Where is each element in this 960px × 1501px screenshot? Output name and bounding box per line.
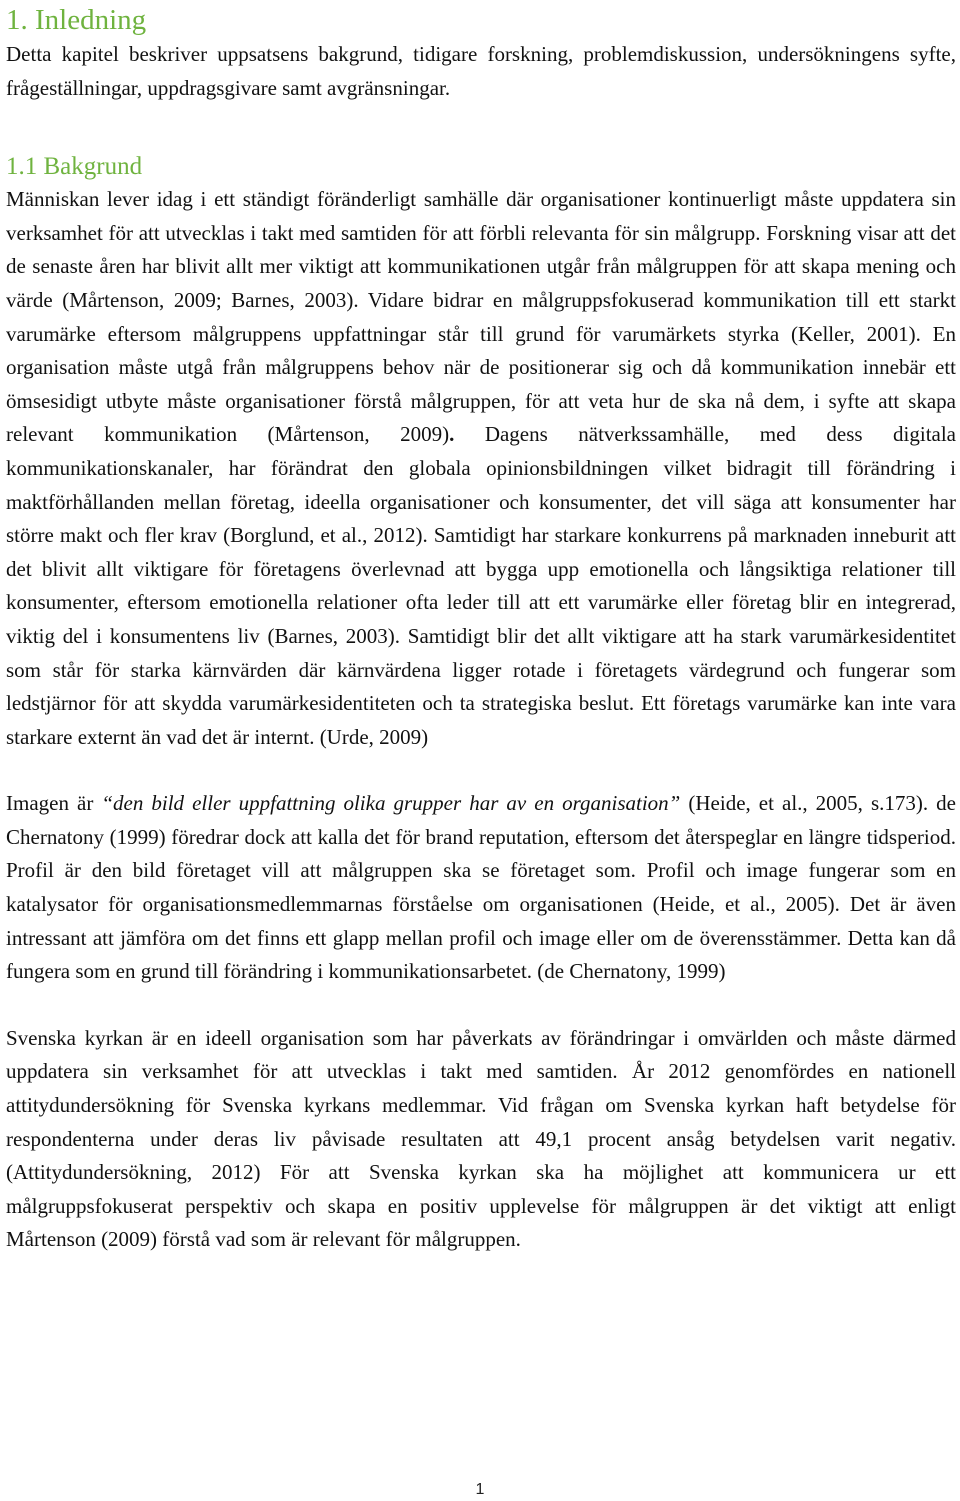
chapter-heading: 1. Inledning xyxy=(6,4,147,36)
image-definition-quote: “den bild eller uppfattning olika grupper har av en organisation” xyxy=(101,791,681,816)
spacer xyxy=(6,989,956,1022)
paragraph-2-rest: (Heide, et al., 2005, s.173). de Chernatony (1999) föredrar dock att kalla det för brand reputation, eftersom det återspeglar en längre tidsperiod. Profil är den bild företaget vill att målgruppen ska se företaget som. Profil och image fungerar som en katalysator för organisationsmedlemmarnas förståelse om organisationen (Heide, et al., 2005). Det är även intressant att jämföra om det finns ett glapp mellan profil och image eller om de överensstämmer. Detta kan då fungera som en grund till förändring i kommunikationsarbetet. (de Chernatony, 1999) xyxy=(6,791,956,984)
spacer xyxy=(6,105,956,151)
page-content xyxy=(6,0,956,1257)
paragraph-2-lead: Imagen är xyxy=(6,791,102,816)
paragraph-1-bold-period: . xyxy=(449,422,455,447)
background-paragraph-3: Svenska kyrkan är en ideell organisation som har påverkats av förändringar i omvärlden och måste därmed uppdatera sin verksamhet för att utvecklas i takt med samtiden. År 2012 genomfördes en nationell attitydundersökning för Svenska kyrkans medlemmar. Vid frågan om Svenska kyrkan haft betydelse för respondenterna under deras liv påvisade resultaten att 49,1 procent ansåg betydelsen varit negativ. (Attitydundersökning, 2012) För att Svenska kyrkan ska ha möjlighet att kommunicera ur ett målgruppsfokuserat perspektiv och skapa en positiv upplevelse för målgruppen är det viktigt att enligt Mårtenson (2009) förstå vad som är relevant för målgruppen. xyxy=(6,1025,956,1252)
chapter-intro-paragraph: Detta kapitel beskriver uppsatsens bakgrund, tidigare forskning, problemdiskussion, undersökningens syfte, frågeställningar, uppdragsgivare samt avgränsningar. xyxy=(6,42,956,100)
section-heading: 1.1 Bakgrund xyxy=(6,153,143,181)
spacer xyxy=(6,754,956,787)
paragraph-1-continuation: Dagens nätverkssamhälle, med dess digitala kommunikationskanaler, har förändrat den globala opinionsbildningen vilket bidragit till förändring i maktförhållanden mellan företag, ideella organisationer och konsumenter, det vill säga att konsumenter har större makt och fler krav (Borglund, et al., 2012). Samtidigt har starkare konkurrens på marknaden inneburit att det blivit allt viktigare för företagens överlevnad att bygga upp emotionella och långsiktiga relationer till konsumenter, eftersom emotionella relationer ofta leder till att ett varumärke eller företag blir en integrerad, viktig del i konsumentens liv (Barnes, 2003). Samtidigt blir det allt viktigare att ha stark varumärkesidentitet som står för starka kärnvärden där kärnvärdena ligger rotade i företagets värdegrund och fungerar som ledstjärnor för att skydda varumärkesidentiteten och ta strategiska beslut. Ett företags varumärke kan inte vara starkare externt än vad det är internt. (Urde, 2009) xyxy=(6,422,957,749)
page-number: 1 xyxy=(475,1481,485,1498)
background-paragraph-1 xyxy=(6,183,956,754)
paragraph-1-text: Människan lever idag i ett ständigt föränderligt samhälle där organisationer kontinuerligt måste uppdatera sin verksamhet för att utvecklas i takt med samtiden för att förbli relevanta för sin målgrupp. Forskning visar att det de senaste åren har blivit allt mer viktigt att kommunikationen utgår från målgruppen för att skapa mening och värde (Mårtenson, 2009; Barnes, 2003). Vidare bidrar en målgruppsfokuserad kommunikation till ett starkt varumärke eftersom målgruppens uppfattningar står till grund för varumärkets styrka (Keller, 2001). En organisation måste utgå från målgruppens behov när de positionerar sig och då kommunikation innebär ett ömsesidigt utbyte måste organisationer förstå målgruppen, för att veta hur de ska nå dem, i syfte att skapa relevant kommunikation (Mårtenson, 2009) xyxy=(6,187,956,447)
background-paragraph-2 xyxy=(6,787,956,989)
